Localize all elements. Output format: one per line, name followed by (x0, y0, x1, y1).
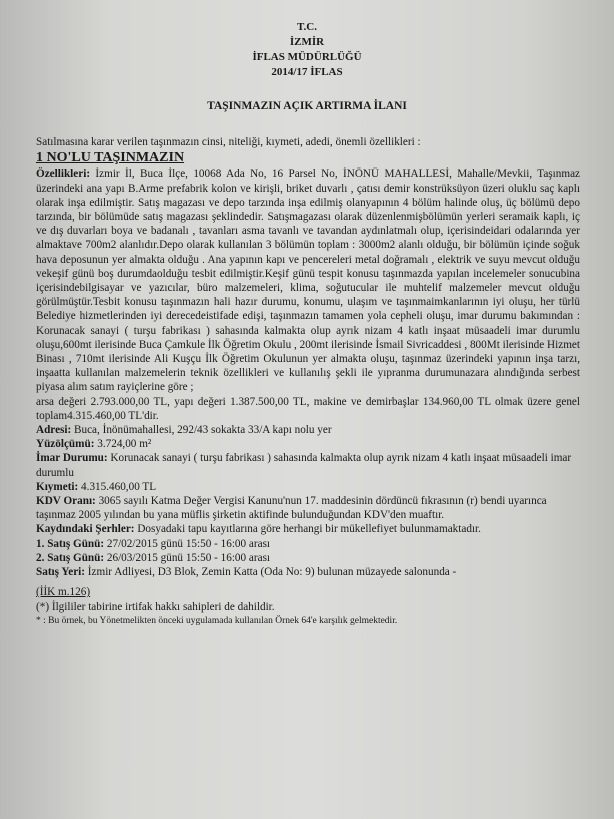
serhler-text: Dosyadaki tapu kayıtlarına göre herhangi bir mükellefiyet bulunmamaktadır. (134, 523, 481, 536)
adres-line (36, 423, 580, 437)
adres-text: Buca, İnönümahallesi, 292/43 sokakta 33/A kapı nolu yer (71, 424, 332, 437)
footnote-ilgililer: (*) İlgililer tabirine irtifak hakkı sahipleri de dahildir. (36, 600, 275, 613)
ozellikler-label: Özellikleri: (36, 168, 91, 181)
satis-yeri-text: İzmir Adliyesi, D3 Blok, Zemin Katta (Oda No: 9) bulunan müzayede salonunda - (85, 566, 457, 579)
iik-reference: (İİK m.126) (36, 586, 91, 599)
document-title: TAŞINMAZIN AÇIK ARTIRMA İLANI (207, 100, 407, 112)
header-line-office: İFLAS MÜDÜRLÜĞÜ (252, 51, 362, 63)
header-line-tc: T.C. (297, 21, 317, 33)
kdv-line (36, 494, 580, 522)
section-heading: 1 NO'LU TAŞINMAZIN (36, 150, 185, 166)
header-line-izmir: İZMİR (289, 36, 325, 48)
yuzolcumu-line (36, 437, 580, 451)
footnote-ornek: * : Bu örnek, bu Yönetmelikten önceki uygulamada kullanılan Örnek 64'e karşılık gelmektedir. (36, 615, 398, 626)
intro-text: Satılmasına karar verilen taşınmazın cinsi, niteliği, kıymeti, adedi, önemli özellikleri : (36, 136, 421, 148)
degerler-paragraph: arsa değeri 2.793.000,00 TL, yapı değeri 1.387.500,00 TL, makine ve demirbaşlar 134.960,00 TL olmak üzere genel toplam4.315.460,00 TL'dir. (36, 395, 580, 422)
serhler-label: Kaydındaki Şerhler: (36, 523, 135, 536)
satis1-text: 27/02/2015 günü 15:50 - 16:00 arası (104, 537, 271, 550)
yuzolcumu-label: Yüzölçümü: (36, 438, 95, 451)
kdv-label: KDV Oranı: (36, 495, 96, 508)
ozellikler-text: İzmir İl, Buca İlçe, 10068 Ada No, 16 Parsel No, İNÖNÜ MAHALLESİ, Mahalle/Mevkii, Taşınmaz üzerindeki ana yapı B.Arme prefabrik kolon ve kirişli, briket duvarlı , çatısı demir konstrüksüyon üzeri oluklu saç kaplı olarak inşa edilmiştir. Satış magazası ve depo tarzında inşa edilmiş olanyapının 4 bölüm halinde oluş, üç bölümü depo tarzında, bir bölümüde satış magazası şeklindedir. Satışmagazası olarak düzenlenmişbölümün yerleri seramaik kaplı, iç ve dış duvarları boya ve badanalı , tavanları asma tavanlı ve tavandan aydınlatmalı olup, içerisindeidari odalarında yer almaktave 700m2 alanlıdır.Depo olarak kullanılan 3 bölümün toplam : 3000m2 alanlı olduğu, bir bölümün içinde soğuk hava deposunun yer almakta olduğu . Ana yapının kapı ve pencereleri metal doğramalı , elektrik ve suyu mevcut olduğu vekeşif günü boş durumdaolduğu tesbit edilmiştir.Keşif günü tespit konusu taşınmazda yapılan incelemeler sonucubina içerisindebilgisayar ve yazıcılar, büro malzemeleri, klima, soğutucular ile muhtelif malzemeler mevcut olduğu görülmüştür.Tesbit konusu taşınmazın hali hazır durumu, konumu, ulaşım ve taşınmaimkanlarının iyi oluşu, her türlü Belediye hizmetlerinden iyi derecedeistifade edişi, taşınmazın tamamen yola cepheli oluşu, imar durumu bakımından : Korunacak sanayi ( turşu fabrikası ) sahasında kalmakta olup ayrık nizam 4 katlı inşaat müsaadeli imar durumlu oluşu,600mt ilerisinde Buca Çamkule İlk Öğretim Okulu , 200mt ilerisinde İsmail Sivricaddesi , 800Mt ilerisinde Hizmet Binası , 710mt ilerisinde Ali Kuşçu İlk Öğretim Okulunun yer almakta oluşu, taşınmaz üzerindeki yapının inşa tarzı, inşaatta kullanılan malzemelerin teknik özellikleri ve kullanılış şekli ile yıpranma durumunazara alındığında serbest piyasa alım satım rayiçlerine göre ; (36, 168, 580, 394)
imar-text: Korunacak sanayi ( turşu fabrikası ) sahasında kalmakta olup ayrık nizam 4 katlı inşaat müsaadeli imar durumlu (36, 452, 572, 479)
yuzolcumu-text: 3.724,00 m² (94, 438, 152, 451)
document-body (36, 135, 580, 628)
satis2-label: 2. Satış Günü: (36, 551, 105, 564)
imar-line (36, 451, 580, 479)
header-line-case: 2014/17 İFLAS (271, 66, 343, 78)
imar-label: İmar Durumu: (36, 452, 108, 465)
adres-label: Adresi: (36, 424, 72, 437)
satis2-text: 26/03/2015 günü 15:50 - 16:00 arası (104, 551, 271, 564)
document-header (0, 20, 614, 80)
kiymeti-text: 4.315.460,00 TL (78, 480, 157, 493)
satis1-line (36, 537, 580, 551)
satis1-label: 1. Satış Günü: (36, 537, 105, 550)
satis-yeri-label: Satış Yeri: (36, 566, 85, 579)
kdv-text: 3065 sayılı Katma Değer Vergisi Kanunu'nun 17. maddesinin dördüncü fıkrasının (r) bendi uyarınca taşınmaz 2005 yılından bu yana müflis şirketin aktifinde bulunduğundan KDV'den muaftır. (36, 495, 547, 522)
ozellikler-paragraph (36, 167, 580, 394)
serhler-line (36, 522, 580, 536)
kiymeti-label: Kıymeti: (36, 480, 79, 493)
satis-yeri-line (36, 565, 580, 579)
satis2-line (36, 551, 580, 565)
kiymeti-line (36, 480, 580, 494)
